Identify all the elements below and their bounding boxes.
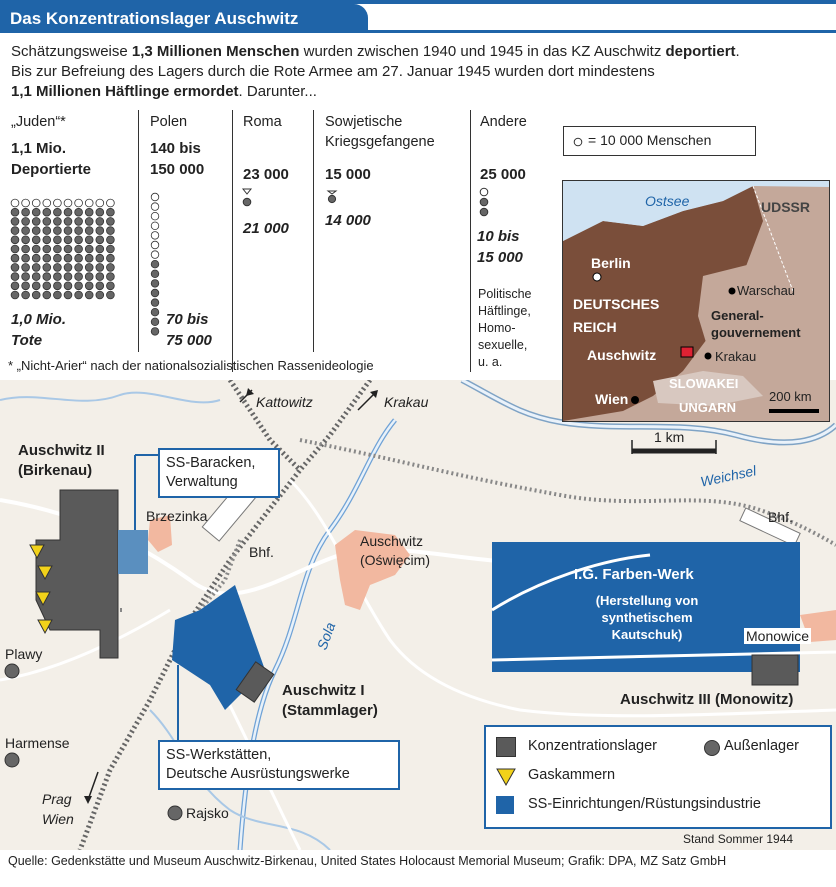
dot [96,199,104,207]
dot [85,273,93,281]
dot [54,273,62,281]
dot [85,218,93,226]
dot [32,245,40,253]
dot [151,193,159,201]
inset-label-krakau: Krakau [715,349,757,364]
dot [54,208,62,216]
legend-kz: Konzentrationslager [528,738,657,754]
dot [151,318,159,326]
dot [43,245,51,253]
stand-date: Stand Sommer 1944 [683,832,794,846]
group-juden-killed: 1,0 Mio. Tote [11,311,67,349]
divider [232,110,233,372]
inset-warschau-dot [729,288,736,295]
aussenlager-harmense [5,753,19,767]
label-igfarben-sub: (Herstellung von synthetischem Kautschuk) [595,593,699,642]
dot [151,270,159,278]
dot [96,218,104,226]
group-label: Andere [480,114,527,130]
dot [32,273,40,281]
label-krakau: Krakau [384,394,429,410]
group-andere-note: Politische Häftlinge, Homo- sexuelle, u. a. [478,287,532,369]
dot [11,236,19,244]
dot [11,254,19,262]
dot [75,273,83,281]
dot [107,273,115,281]
ss-baracken-area [118,530,148,574]
ss-legend-icon [496,796,514,814]
label-ss-werkstaetten: SS-Werkstätten, Deutsche Ausrüstungswerke [158,740,400,790]
dot [151,260,159,268]
dot [22,273,30,281]
label-rajsko: Rajsko [186,805,229,821]
dot [11,264,19,272]
dot [64,227,72,235]
inset-label-auschwitz: Auschwitz [587,347,657,363]
dot [96,273,104,281]
dot [54,218,62,226]
dot [64,236,72,244]
dot [22,254,30,262]
legend-gas: Gaskammern [528,767,616,783]
title-bar [0,0,836,32]
label-map-scale: 1 km [654,429,685,445]
dot [43,218,51,226]
dot [32,264,40,272]
dot [151,299,159,307]
dot [22,245,30,253]
dot [43,199,51,207]
dot [22,291,30,299]
dot [32,218,40,226]
dot [85,208,93,216]
label-brzezinka: Brzezinka [146,508,208,524]
inset-krakau-dot [705,353,712,360]
label-weichsel: Weichsel [698,462,758,490]
dot [54,254,62,262]
label-birkenau: Auschwitz II (Birkenau) [18,442,105,479]
inset-label-wien: Wien [595,391,629,407]
dot [22,282,30,290]
dot [11,208,19,216]
group-andere-killed: 10 bis 15 000 [477,228,523,266]
group-roma-killed: 21 000 [243,220,289,237]
dot [64,245,72,253]
dot [54,199,62,207]
dot [64,273,72,281]
dot [96,282,104,290]
dot [22,264,30,272]
inset-label-reich: DEUTSCHES REICH [573,296,660,335]
dot [64,208,72,216]
dot [64,264,72,272]
dot [64,199,72,207]
aussenlager-rajsko [168,806,182,820]
map-legend [484,725,832,829]
group-sowjet-killed: 14 000 [325,212,371,229]
inset-label-berlin: Berlin [591,255,631,271]
label-prag-wien: Prag Wien [42,791,74,827]
dot [43,236,51,244]
label-monowitz: Auschwitz III (Monowitz) [620,691,794,708]
dot [43,264,51,272]
dot [151,280,159,288]
dot [54,264,62,272]
dot [96,264,104,272]
group-deported: 1,1 Mio. Deportierte [11,140,92,178]
inset-label-udssr: UDSSR [761,199,811,215]
dot [85,291,93,299]
dot [151,203,159,211]
aussenlager-legend-icon [704,740,720,756]
group-label: Roma [243,114,282,130]
dot [75,264,83,272]
dot [32,291,40,299]
dot [11,218,19,226]
dot [107,199,115,207]
inset-auschwitz-marker [681,347,693,357]
group-andere: Andere 25 000 [480,114,527,183]
dot [64,254,72,262]
dot [107,254,115,262]
inset-map [562,180,830,422]
dot [107,291,115,299]
dot [11,227,19,235]
group-label: Polen [150,114,188,130]
dot [22,208,30,216]
camp-monowitz [752,655,798,685]
dot [43,273,51,281]
gas-legend-icon [496,767,516,787]
dot [107,245,115,253]
dot [22,218,30,226]
dot [11,273,19,281]
dot [107,218,115,226]
group-label: „Juden“* [11,114,66,130]
inset-label-gg: General- gouvernement [711,308,801,340]
dot [32,254,40,262]
footnote: * „Nicht-Arier“ nach der nationalsozialistischen Rassenideologie [8,358,374,373]
legend-ss: SS-Einrichtungen/Rüstungsindustrie [528,796,761,812]
dot [151,308,159,316]
dot [96,245,104,253]
dot [151,232,159,240]
dot [151,328,159,336]
dot [64,282,72,290]
dot [43,227,51,235]
dot [151,212,159,220]
dot [75,208,83,216]
label-bhf: Bhf. [768,509,793,525]
intro-text: Schätzungsweise 1,3 Millionen Menschen wurden zwischen 1940 und 1945 in das KZ Auschwitz deportiert. Bis zur Befreiung des Lagers durch die Rote Armee am 27. Januar 1945 wurden dort mindestens 1,1 Millionen Häftlinge ermordet. Darunter... [11,43,740,100]
dot [85,264,93,272]
group-roma: Roma 23 000 [243,114,289,183]
dot-column-sowjet [326,188,338,204]
dot [85,236,93,244]
divider [470,110,471,372]
dot [75,227,83,235]
dot [96,208,104,216]
dot [54,236,62,244]
dot [54,227,62,235]
dot [85,254,93,262]
source-line: Quelle: Gedenkstätte und Museum Auschwitz-Birkenau, United States Holocaust Memorial Museum; Grafik: DPA, MZ Satz GmbH [8,854,727,868]
dot [54,291,62,299]
page-title: Das Konzentrationslager Auschwitz [10,9,299,28]
dot [32,208,40,216]
dot [32,227,40,235]
dot [54,282,62,290]
dot [43,291,51,299]
inset-label-ungarn: UNGARN [679,400,737,415]
dot-icon [572,136,584,148]
dot [75,254,83,262]
group-polen: Polen 140 bis 150 000 [150,114,205,178]
inset-label-ostsee: Ostsee [645,193,690,209]
dot [75,236,83,244]
dot [85,227,93,235]
dot-grid-juden [10,198,120,302]
dot [151,241,159,249]
dot [43,254,51,262]
dot-column-andere [478,186,490,222]
dot [107,236,115,244]
label-monowice: Monowice [746,628,810,644]
divider [313,110,314,352]
dot [85,282,93,290]
dot-column-polen [150,192,160,342]
camp-legend-icon [496,737,516,757]
dot [96,254,104,262]
dot [107,282,115,290]
divider [138,110,139,352]
dot [32,199,40,207]
group-sowjet: Sowjetische Kriegsgefangene 15 000 [325,114,435,183]
dot [32,282,40,290]
dot [22,199,30,207]
group-label: Sowjetische [325,114,403,130]
dot [75,218,83,226]
group-polen-killed: 70 bis 75 000 [166,311,212,349]
label-kattowitz: Kattowitz [256,394,313,410]
dot [22,227,30,235]
group-juden [11,112,111,180]
dot [107,208,115,216]
dot [151,222,159,230]
dot [11,282,19,290]
label-stammlager: Auschwitz I (Stammlager) [282,682,378,719]
label-oswiecim: Auschwitz (Oświęcim) [360,533,430,568]
dot [85,199,93,207]
label-plawy: Plawy [5,646,43,662]
dot [75,199,83,207]
dot-legend: = 10 000 Menschen [563,126,756,156]
inset-berlin-dot [593,273,601,281]
dot [54,245,62,253]
dot [22,236,30,244]
dot [64,291,72,299]
dot [11,245,19,253]
dot [151,251,159,259]
dot [107,227,115,235]
dot [43,208,51,216]
dot [43,282,51,290]
dot [96,236,104,244]
label-ss-baracken: SS-Baracken, Verwaltung [158,448,280,498]
dot [11,291,19,299]
label-bhf: Bhf. [249,544,274,560]
dot-column-roma [241,186,253,214]
dot [11,199,19,207]
inset-label-scale: 200 km [769,389,812,404]
inset-wien-dot [631,396,639,404]
dot [96,291,104,299]
inset-label-warschau: Warschau [737,283,796,298]
label-harmense: Harmense [5,735,70,751]
dot [75,245,83,253]
legend-aussen: Außenlager [724,738,799,754]
dot [96,227,104,235]
label-igfarben: I.G. Farben-Werk [574,566,694,583]
aussenlager-plawy [5,664,19,678]
dot [85,245,93,253]
dot [75,291,83,299]
dot [151,289,159,297]
dot [107,264,115,272]
inset-label-slowakei: SLOWAKEI [669,376,739,391]
label-sola: Sola [313,620,339,652]
dot [64,218,72,226]
dot [75,282,83,290]
dot [32,236,40,244]
